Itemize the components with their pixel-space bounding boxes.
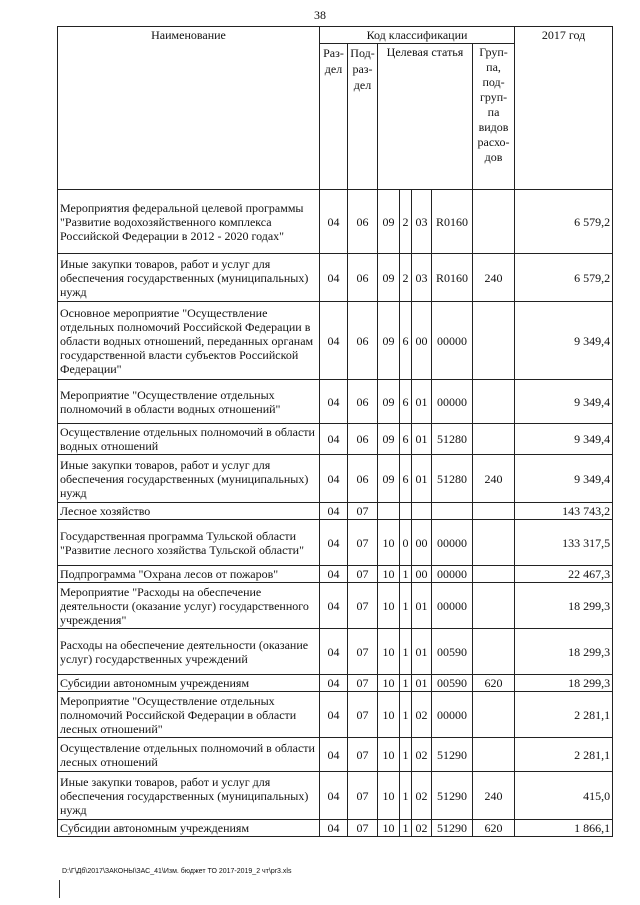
table-row [58, 455, 613, 503]
cell-podrazdel: 06 [348, 380, 378, 424]
cell-t1: 09 [378, 190, 400, 254]
table-row [58, 302, 613, 380]
cell-podrazdel: 07 [348, 629, 378, 675]
cell-amount: 18 299,3 [515, 583, 613, 629]
cell-amount: 9 349,4 [515, 455, 613, 503]
header-section: Раз- дел [320, 44, 348, 190]
cell-razdel: 04 [320, 380, 348, 424]
cell-t2: 1 [400, 583, 412, 629]
cell-razdel: 04 [320, 302, 348, 380]
cell-razdel: 04 [320, 692, 348, 738]
cell-name: Расходы на обеспечение деятельности (оказание услуг) государственных учреждений [58, 629, 320, 675]
cell-t2 [400, 503, 412, 520]
cell-amount: 9 349,4 [515, 424, 613, 455]
cell-t1: 10 [378, 520, 400, 566]
cell-group [473, 380, 515, 424]
cell-t4: 00000 [432, 520, 473, 566]
cell-group [473, 692, 515, 738]
header-group: Груп- па, под- груп- па видов расхо- дов [473, 44, 515, 190]
cell-t2: 6 [400, 455, 412, 503]
cell-razdel: 04 [320, 424, 348, 455]
cell-razdel: 04 [320, 629, 348, 675]
cell-amount: 18 299,3 [515, 675, 613, 692]
cell-group [473, 424, 515, 455]
cell-amount: 2 281,1 [515, 738, 613, 772]
cell-group [473, 583, 515, 629]
cell-razdel: 04 [320, 583, 348, 629]
table-row [58, 583, 613, 629]
cell-t1: 10 [378, 692, 400, 738]
budget-table [57, 26, 613, 837]
cell-podrazdel: 07 [348, 675, 378, 692]
cell-t4: 00000 [432, 302, 473, 380]
cell-podrazdel: 07 [348, 566, 378, 583]
cell-name: Осуществление отдельных полномочий в области водных отношений [58, 424, 320, 455]
cell-razdel: 04 [320, 820, 348, 837]
cell-group [473, 738, 515, 772]
cell-group [473, 629, 515, 675]
cell-group [473, 302, 515, 380]
header-name: Наименование [58, 27, 320, 190]
cell-name: Государственная программа Тульской области "Развитие лесного хозяйства Тульской области" [58, 520, 320, 566]
cell-name: Мероприятия федеральной целевой программы "Развитие водохозяйственного комплекса Российской Федерации в 2012 - 2020 годах" [58, 190, 320, 254]
cell-t2: 6 [400, 380, 412, 424]
file-path-footer: D:\Г\Дб\2017\ЗАКОНЫ\ЗАС_41\Изм. бюджет ТО 2017-2019_2 чт\pr3.xls [62, 868, 292, 875]
cell-t3 [412, 503, 432, 520]
cell-t1: 09 [378, 380, 400, 424]
cell-amount: 2 281,1 [515, 692, 613, 738]
table-row [58, 692, 613, 738]
cell-podrazdel: 06 [348, 302, 378, 380]
cell-amount: 415,0 [515, 772, 613, 820]
cell-podrazdel: 07 [348, 583, 378, 629]
cell-podrazdel: 07 [348, 820, 378, 837]
cell-amount: 6 579,2 [515, 190, 613, 254]
cell-t4: 00000 [432, 566, 473, 583]
cell-t4: 51290 [432, 772, 473, 820]
cell-group: 620 [473, 675, 515, 692]
cell-t3: 01 [412, 424, 432, 455]
cell-razdel: 04 [320, 772, 348, 820]
cell-t1: 10 [378, 820, 400, 837]
table-row [58, 772, 613, 820]
cell-razdel: 04 [320, 520, 348, 566]
table-row [58, 424, 613, 455]
cell-t3: 01 [412, 675, 432, 692]
cell-podrazdel: 07 [348, 738, 378, 772]
table-row [58, 566, 613, 583]
cell-name: Мероприятие "Расходы на обеспечение деятельности (оказание услуг) государственного учреждения" [58, 583, 320, 629]
cell-t3: 02 [412, 738, 432, 772]
cell-name: Иные закупки товаров, работ и услуг для обеспечения государственных (муниципальных) нужд [58, 455, 320, 503]
cell-t3: 01 [412, 455, 432, 503]
cell-t2: 1 [400, 820, 412, 837]
cell-t4: 00000 [432, 583, 473, 629]
cell-name: Осуществление отдельных полномочий в области лесных отношений [58, 738, 320, 772]
cell-name: Мероприятие "Осуществление отдельных полномочий Российской Федерации в области лесных отношений" [58, 692, 320, 738]
cell-t1: 10 [378, 772, 400, 820]
cell-name: Иные закупки товаров, работ и услуг для обеспечения государственных (муниципальных) нужд [58, 772, 320, 820]
cell-t1: 10 [378, 629, 400, 675]
cell-t4: 00000 [432, 692, 473, 738]
cell-amount: 143 743,2 [515, 503, 613, 520]
cell-t2: 1 [400, 566, 412, 583]
cell-name: Иные закупки товаров, работ и услуг для обеспечения государственных (муниципальных) нужд [58, 254, 320, 302]
cell-t2: 1 [400, 772, 412, 820]
margin-mark [59, 880, 60, 898]
cell-t2: 6 [400, 424, 412, 455]
cell-razdel: 04 [320, 566, 348, 583]
cell-t2: 2 [400, 254, 412, 302]
cell-group: 240 [473, 254, 515, 302]
header-classification: Код классификации [320, 27, 515, 44]
cell-group: 620 [473, 820, 515, 837]
cell-name: Субсидии автономным учреждениям [58, 675, 320, 692]
cell-t3: 02 [412, 692, 432, 738]
cell-t3: 01 [412, 380, 432, 424]
cell-t1: 09 [378, 302, 400, 380]
cell-podrazdel: 06 [348, 424, 378, 455]
cell-amount: 133 317,5 [515, 520, 613, 566]
header-row-top [58, 27, 613, 44]
cell-t2: 2 [400, 190, 412, 254]
cell-podrazdel: 06 [348, 455, 378, 503]
cell-name: Подпрограмма "Охрана лесов от пожаров" [58, 566, 320, 583]
table-row [58, 629, 613, 675]
cell-t4: 00000 [432, 380, 473, 424]
cell-t4: 51280 [432, 424, 473, 455]
header-target: Целевая статья [378, 44, 473, 190]
cell-t1: 09 [378, 455, 400, 503]
cell-t3: 02 [412, 820, 432, 837]
cell-razdel: 04 [320, 738, 348, 772]
cell-t1: 09 [378, 254, 400, 302]
cell-t4 [432, 503, 473, 520]
cell-t2: 6 [400, 302, 412, 380]
table-row [58, 190, 613, 254]
cell-podrazdel: 06 [348, 190, 378, 254]
table-row [58, 738, 613, 772]
cell-t2: 1 [400, 675, 412, 692]
cell-group [473, 190, 515, 254]
cell-razdel: 04 [320, 675, 348, 692]
cell-razdel: 04 [320, 503, 348, 520]
cell-t1: 09 [378, 424, 400, 455]
page-number: 38 [314, 8, 326, 22]
cell-name: Мероприятие "Осуществление отдельных полномочий в области водных отношений" [58, 380, 320, 424]
cell-t3: 00 [412, 566, 432, 583]
cell-t3: 03 [412, 190, 432, 254]
cell-t4: 51290 [432, 738, 473, 772]
table-row [58, 254, 613, 302]
cell-t3: 00 [412, 302, 432, 380]
cell-podrazdel: 07 [348, 772, 378, 820]
cell-group: 240 [473, 772, 515, 820]
cell-t3: 00 [412, 520, 432, 566]
cell-t2: 1 [400, 738, 412, 772]
cell-razdel: 04 [320, 254, 348, 302]
cell-razdel: 04 [320, 190, 348, 254]
cell-amount: 6 579,2 [515, 254, 613, 302]
cell-razdel: 04 [320, 455, 348, 503]
cell-t2: 0 [400, 520, 412, 566]
cell-t1: 10 [378, 675, 400, 692]
table-row [58, 820, 613, 837]
cell-t4: 00590 [432, 675, 473, 692]
cell-t3: 02 [412, 772, 432, 820]
table-row [58, 380, 613, 424]
cell-group: 240 [473, 455, 515, 503]
cell-t3: 03 [412, 254, 432, 302]
cell-t3: 01 [412, 583, 432, 629]
cell-podrazdel: 07 [348, 692, 378, 738]
cell-t4: R0160 [432, 254, 473, 302]
cell-t4: 51280 [432, 455, 473, 503]
table-body [58, 190, 613, 837]
cell-t4: 51290 [432, 820, 473, 837]
cell-group [473, 503, 515, 520]
cell-t1: 10 [378, 566, 400, 583]
cell-amount: 22 467,3 [515, 566, 613, 583]
cell-t4: R0160 [432, 190, 473, 254]
cell-t1 [378, 503, 400, 520]
cell-amount: 1 866,1 [515, 820, 613, 837]
cell-t1: 10 [378, 738, 400, 772]
cell-name: Основное мероприятие "Осуществление отдельных полномочий Российской Федерации в области водных отношений, переданных органам государственной власти субъектов Российской Федерации" [58, 302, 320, 380]
table-row [58, 520, 613, 566]
table-row [58, 503, 613, 520]
cell-group [473, 566, 515, 583]
cell-t4: 00590 [432, 629, 473, 675]
cell-name: Лесное хозяйство [58, 503, 320, 520]
cell-t2: 1 [400, 629, 412, 675]
cell-t2: 1 [400, 692, 412, 738]
cell-amount: 9 349,4 [515, 302, 613, 380]
cell-amount: 18 299,3 [515, 629, 613, 675]
header-year: 2017 год [515, 27, 613, 190]
cell-podrazdel: 07 [348, 520, 378, 566]
cell-t3: 01 [412, 629, 432, 675]
cell-podrazdel: 06 [348, 254, 378, 302]
cell-podrazdel: 07 [348, 503, 378, 520]
table-row [58, 675, 613, 692]
header-subsection: Под- раз- дел [348, 44, 378, 190]
cell-amount: 9 349,4 [515, 380, 613, 424]
cell-t1: 10 [378, 583, 400, 629]
cell-name: Субсидии автономным учреждениям [58, 820, 320, 837]
cell-group [473, 520, 515, 566]
